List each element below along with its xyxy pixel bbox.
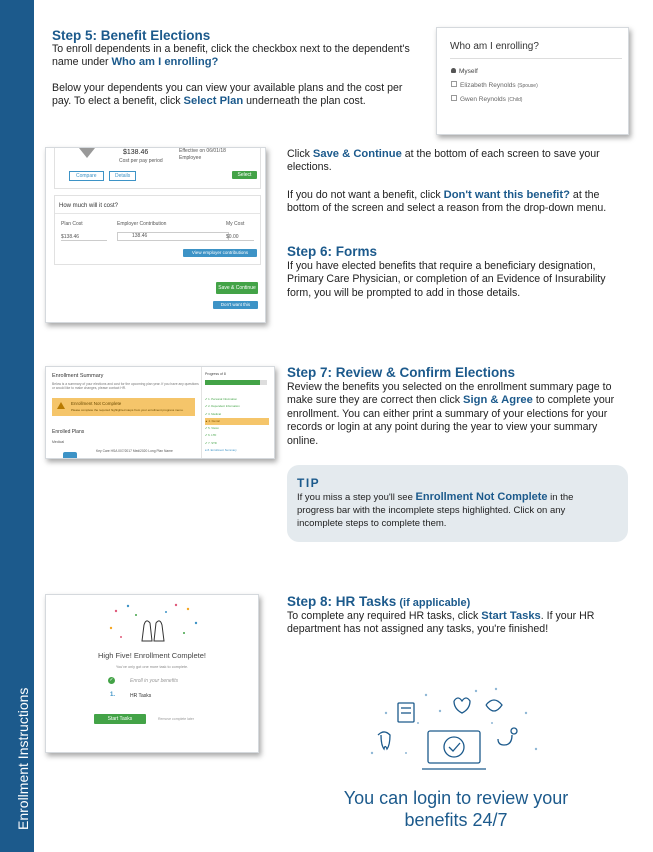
plan-card <box>54 148 261 189</box>
progress-steps <box>205 396 269 454</box>
task-hr: HR Tasks <box>130 693 152 699</box>
step6-paragraph: If you have elected benefits that require a beneficiary designation, Primary Care Physician, or completion of an Evidence of Insurability form, you will be prompted to add in those details. <box>287 260 606 299</box>
progress-step[interactable]: ✔ 5. Vision <box>205 426 219 431</box>
col-my-cost: My Cost <box>226 221 245 227</box>
pet-icon <box>454 698 470 713</box>
progress-step[interactable]: ✔ 6. LTD <box>205 433 217 438</box>
details-button[interactable]: Details <box>109 171 136 181</box>
step5-paragraph-1: To enroll dependents in a benefit, click the checkbox next to the dependent's name under Who am I enrolling? <box>52 43 410 69</box>
user-icon <box>451 68 456 73</box>
step7-title: Step 7: Review & Confirm Elections <box>287 365 516 380</box>
checkbox[interactable] <box>451 81 457 87</box>
plan-price: $138.46 <box>123 149 149 156</box>
step5-paragraph-2: Below your dependents you can view your available plans and the cost per pay. To elect a benefit, click Select Plan underneath the plan cost. <box>52 81 403 108</box>
warning-sub: Please complete the required highlighted steps from your enrollment progress menu. <box>71 408 184 412</box>
check-circle-icon: ✓ <box>109 677 114 683</box>
save-paragraph: Click Save & Continue at the bottom of each screen to save your elections. <box>287 148 600 174</box>
complete-sub: You've only got one more task to complete. <box>115 665 189 669</box>
sidebar-label: Enrollment Instructions <box>15 687 31 830</box>
tip-paragraph: If you miss a step you'll see Enrollment Not Complete in the progress bar with the incomplete steps highlighted. Click on any incomplete steps to complete them. <box>297 491 574 530</box>
cost-panel <box>54 195 261 265</box>
progress-bar <box>205 380 267 385</box>
plan-cost-screenshot <box>45 147 266 323</box>
checkbox[interactable] <box>451 95 457 101</box>
step6-title: Step 6: Forms <box>287 244 378 259</box>
person-myself: Myself <box>451 68 478 75</box>
plan-logo-icon <box>79 148 95 158</box>
employee-label: Employee <box>179 155 202 161</box>
divider <box>450 58 622 59</box>
medical-label: Medical <box>52 440 65 444</box>
select-plan-button[interactable]: Select <box>232 171 257 179</box>
step8-title: Step 8: HR Tasks (if applicable) <box>287 594 471 609</box>
celebration-icon <box>106 603 201 645</box>
plan-cost-value: $138.46 <box>61 234 107 241</box>
tip-box <box>287 465 628 542</box>
tooth-icon <box>378 732 390 749</box>
progress-step[interactable]: ✔ 3. Medical <box>205 411 221 416</box>
save-continue-section <box>287 148 627 216</box>
warning-icon <box>57 402 65 409</box>
login-line-2: benefits 24/7 <box>404 810 508 830</box>
dont-want-button[interactable]: Don't want this benefit? <box>213 301 258 309</box>
warning-title: Enrollment Not Complete <box>71 401 122 406</box>
complete-title: High Five! Enrollment Complete! <box>98 651 206 660</box>
stethoscope-icon <box>498 735 512 745</box>
heart-rate-icon <box>486 700 502 711</box>
summary-desc: Below is a summary of your elections and cost for the upcoming plan year. If you have any questions or would like to make changes, please contact HR. <box>52 382 199 390</box>
step5-title: Step 5: Benefit Elections <box>52 28 211 43</box>
warning-banner <box>52 398 195 416</box>
compare-button[interactable]: Compare <box>69 171 104 181</box>
effective-date: Effective on 06/01/18 <box>179 148 226 154</box>
col-plan-cost: Plan Cost <box>61 221 83 227</box>
progress-step[interactable]: ✔ 2. Dependent Information <box>205 404 240 409</box>
who-enrolling-title: Who am I enrolling? <box>450 41 539 52</box>
laptop-icon <box>428 731 480 763</box>
save-continue-button[interactable]: Save & Continue <box>216 282 258 294</box>
login-message <box>310 787 602 831</box>
how-much-title: How much will it cost? <box>59 203 119 209</box>
tip-title: TIP <box>297 476 321 490</box>
step7-paragraph: Review the benefits you selected on the enrollment summary page to make sure they are correct then click Sign & Agree to complete your enrollment. You can either print a summary of your elections for your records or login at any point during the year to view your summary online. <box>287 381 615 447</box>
step6-section <box>287 244 622 300</box>
summary-title: Enrollment Summary <box>52 373 104 379</box>
benefits-illustration <box>366 683 546 778</box>
sidebar <box>0 0 34 852</box>
plan-logo <box>63 452 77 459</box>
start-tasks-button[interactable]: Start Tasks <box>94 714 146 724</box>
dont-want-paragraph: If you do not want a benefit, click Don't want this benefit? at the bottom of the screen and select a reason from the drop-down menu. <box>287 188 607 215</box>
contributions-summary-button[interactable]: View employer contributions summary <box>183 249 257 257</box>
divider <box>55 213 260 214</box>
enrollment-summary-screenshot <box>45 366 275 459</box>
person-child[interactable]: Gwen Reynolds (Child) <box>451 95 522 103</box>
divider <box>201 367 202 458</box>
person-spouse[interactable]: Elizabeth Reynolds (Spouse) <box>451 81 538 89</box>
my-cost-value: $0.00 <box>226 234 254 241</box>
progress-fill <box>205 380 260 385</box>
employer-contribution-input[interactable]: 138.46 <box>117 232 229 241</box>
price-sub: Cost per pay period <box>119 158 163 164</box>
remove-link[interactable]: Remove complete later <box>158 717 194 721</box>
hr-complete-screenshot <box>45 594 259 753</box>
task-enroll: Enroll in your benefits <box>130 678 179 684</box>
check-circle-icon <box>444 737 464 757</box>
step8-paragraph: To complete any required HR tasks, click Start Tasks. If your HR department has not assigned any tasks, you're finished! <box>287 610 595 636</box>
progress-step[interactable]: ✔ 7. STD <box>205 440 217 445</box>
login-line-1: You can login to review your <box>343 788 569 808</box>
plan-name: Key Care HSA 007/2017 Medi2020 Long Plan Name <box>96 449 173 453</box>
enrolled-plans: Enrolled Plans <box>52 429 85 435</box>
who-enrolling-screenshot <box>436 27 629 135</box>
task-number: 1. <box>110 692 116 698</box>
progress-step[interactable]: ● 8. Enrollment Summary <box>205 448 237 453</box>
progress-step[interactable]: ✔ 1. Personal Information <box>205 397 238 401</box>
col-employer: Employer Contribution <box>117 221 167 227</box>
step5-section <box>52 28 432 109</box>
progress-title: Progress of 8 <box>205 372 226 376</box>
step7-section <box>287 365 621 448</box>
progress-step-incomplete[interactable]: ▲ 4. Dental <box>205 418 269 425</box>
step8-section <box>287 594 622 637</box>
